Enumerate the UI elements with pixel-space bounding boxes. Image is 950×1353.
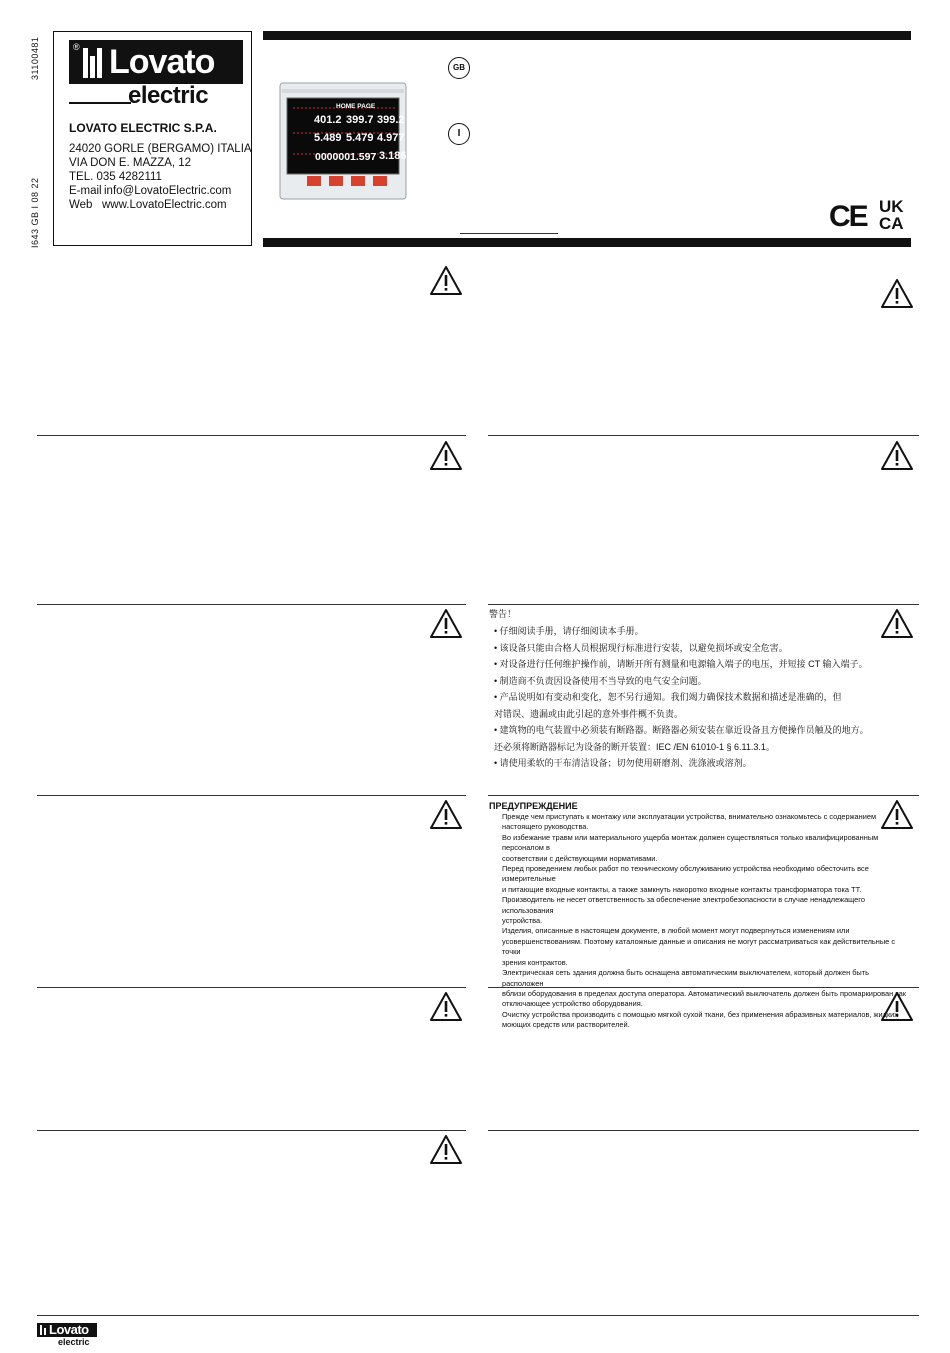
screen-value-3-2: 3.186	[379, 150, 407, 162]
ru-line: Перед проведением любых работ по техническому обслуживанию устройства необходимо обесточить все измерительные	[502, 864, 869, 884]
zh-item: • 请使用柔软的干布清洁设备；切勿使用研磨剂、洗涤液或溶剂。	[494, 758, 752, 768]
divider-left-2	[37, 604, 466, 605]
zh-warning-title: 警告！	[489, 609, 517, 619]
ru-line: вблизи оборудования в пределах доступа оператора. Автоматический выключатель должен быть промаркирован как	[502, 988, 906, 998]
zh-item: 对错误、遗漏或由此引起的意外事件概不负责。	[494, 708, 684, 719]
registered-mark: ®	[73, 42, 80, 52]
footer-logo	[37, 1323, 97, 1337]
screen-value-1-2: 399.7	[346, 114, 374, 126]
header-small-rule	[460, 233, 558, 234]
footer-rule	[37, 1315, 919, 1316]
ukca-mark-bottom: CA	[879, 214, 904, 233]
ru-line: и питающие входные контакты, а также замкнуть накоротко входные контакты трансформатора тока ТТ.	[502, 884, 862, 894]
ru-warning-body	[502, 812, 910, 1031]
ru-line: Во избежание травм или материального ущерба монтаж должен существляться только квалифицированным персоналом в	[502, 832, 879, 853]
ru-line: зрения контрактов.	[502, 957, 568, 967]
zh-item: 还必须将断路器标记为设备的断开装置：IEC /EN 61010-1 § 6.11.3.1。	[494, 741, 775, 752]
logo-word: Lovato	[109, 43, 215, 81]
ru-warning-title: ПРЕДУПРЕЖДЕНИЕ	[489, 801, 578, 811]
screen-value-2-3: 4.977	[377, 132, 405, 144]
warning-icon	[429, 1134, 463, 1165]
warning-icon	[429, 440, 463, 471]
company-address-1: 24020 GORLE (BERGAMO) ITALIA	[69, 143, 252, 155]
screen-value-1-3: 399.2	[377, 114, 405, 126]
company-web-label: Web	[69, 199, 93, 211]
ru-line: настоящего руководства.	[502, 822, 589, 832]
zh-item: • 该设备只能由合格人员根据现行标准进行安装，以避免损坏或安全危害。	[494, 642, 788, 653]
footer-logo-word: Lovato	[49, 1322, 89, 1337]
language-badge-it: I	[448, 123, 470, 145]
ru-line: Прежде чем приступать к монтажу или эксплуатации устройства, внимательно ознакомьтесь с содержанием	[502, 812, 877, 821]
revision-code: I643 GB I 08 22	[30, 177, 40, 248]
warning-icon	[429, 991, 463, 1022]
company-email-label: E-mail	[69, 185, 102, 197]
language-badge-gb: GB	[448, 57, 470, 79]
warning-icon	[880, 278, 914, 309]
ru-line: Очистку устройства производить с помощью мягкой сухой ткани, без применения абразивных материалов, жидких	[502, 1009, 898, 1019]
footer-logo-bars-icon	[40, 1325, 42, 1335]
document-code: 31100481	[30, 36, 40, 80]
ru-line: Электрическая сеть здания должна быть оснащена автоматическим выключателем, который должен быть расположен	[502, 968, 869, 988]
screen-value-3-1: 0000001.597	[315, 151, 377, 163]
divider-left-1	[37, 435, 466, 436]
divider-right-3	[488, 795, 919, 796]
ru-line: Производитель не несет ответственность за обеспечение электробезопасности в случае ненадлежащего использования	[502, 895, 865, 915]
company-email[interactable]: info@LovatoElectric.com	[104, 185, 232, 197]
screen-value-1-1: 401.2	[314, 114, 342, 126]
ru-line: устройства.	[502, 916, 543, 926]
warning-icon	[429, 265, 463, 296]
device-screen-title: HOME PAGE	[336, 103, 376, 110]
zh-item: • 制造商不负责因设备使用不当导致的电气安全问题。	[494, 675, 707, 686]
divider-left-4	[37, 987, 466, 988]
zh-item: • 对设备进行任何维护操作前，请断开所有测量和电源输入端子的电压，并短接 CT 输入端子。	[494, 659, 868, 669]
company-name: LOVATO ELECTRIC S.P.A.	[69, 121, 217, 135]
warning-icon	[429, 799, 463, 830]
header-top-bar	[263, 31, 911, 40]
ce-mark: CE	[829, 200, 867, 233]
ru-line: моющих средств или растворителей.	[502, 1020, 630, 1030]
footer-logo-sub: electric	[58, 1337, 90, 1347]
zh-warning-body	[494, 623, 894, 772]
ru-line: Изделия, описанные в настоящем документе, в любой момент могут подвергнуться изменениям или	[502, 926, 850, 936]
logo-electric: electric	[128, 82, 209, 109]
company-address-2: VIA DON E. MAZZA, 12	[69, 157, 192, 169]
ru-line: усовершенствованиям. Поэтому каталожные данные и описания не могут рассматриваться как действительные с точки	[502, 936, 896, 957]
ru-line: соответствии с действующими нормативами.	[502, 853, 658, 863]
divider-left-5	[37, 1130, 466, 1131]
lovato-logo	[69, 40, 243, 84]
footer-logo-bars-icon	[44, 1328, 46, 1335]
screen-value-2-2: 5.479	[346, 132, 374, 144]
divider-right-1	[488, 435, 919, 436]
header-bottom-bar	[263, 238, 911, 247]
screen-value-2-1: 5.489	[314, 132, 342, 144]
zh-item: • 仔细阅读手册，请仔细阅读本手册。	[494, 626, 644, 636]
company-web[interactable]: www.LovatoElectric.com	[102, 199, 227, 211]
company-tel: TEL. 035 4282111	[69, 171, 162, 183]
warning-icon	[429, 608, 463, 639]
ru-line: отключающее устройство оборудования.	[502, 999, 643, 1009]
zh-item: • 产品说明如有变动和变化，恕不另行通知。我们竭力确保技术数据和描述是准确的，但	[494, 692, 842, 702]
zh-item: • 建筑物的电气装置中必须装有断路器。断路器必须安装在靠近设备且方便操作员触及的地方。	[494, 725, 869, 735]
divider-right-2	[488, 604, 919, 605]
logo-underline	[69, 102, 131, 104]
divider-left-3	[37, 795, 466, 796]
divider-right-5	[488, 1130, 919, 1131]
warning-icon	[880, 440, 914, 471]
ukca-mark-top: UK	[879, 197, 904, 216]
logo-bars-icon	[83, 48, 103, 78]
